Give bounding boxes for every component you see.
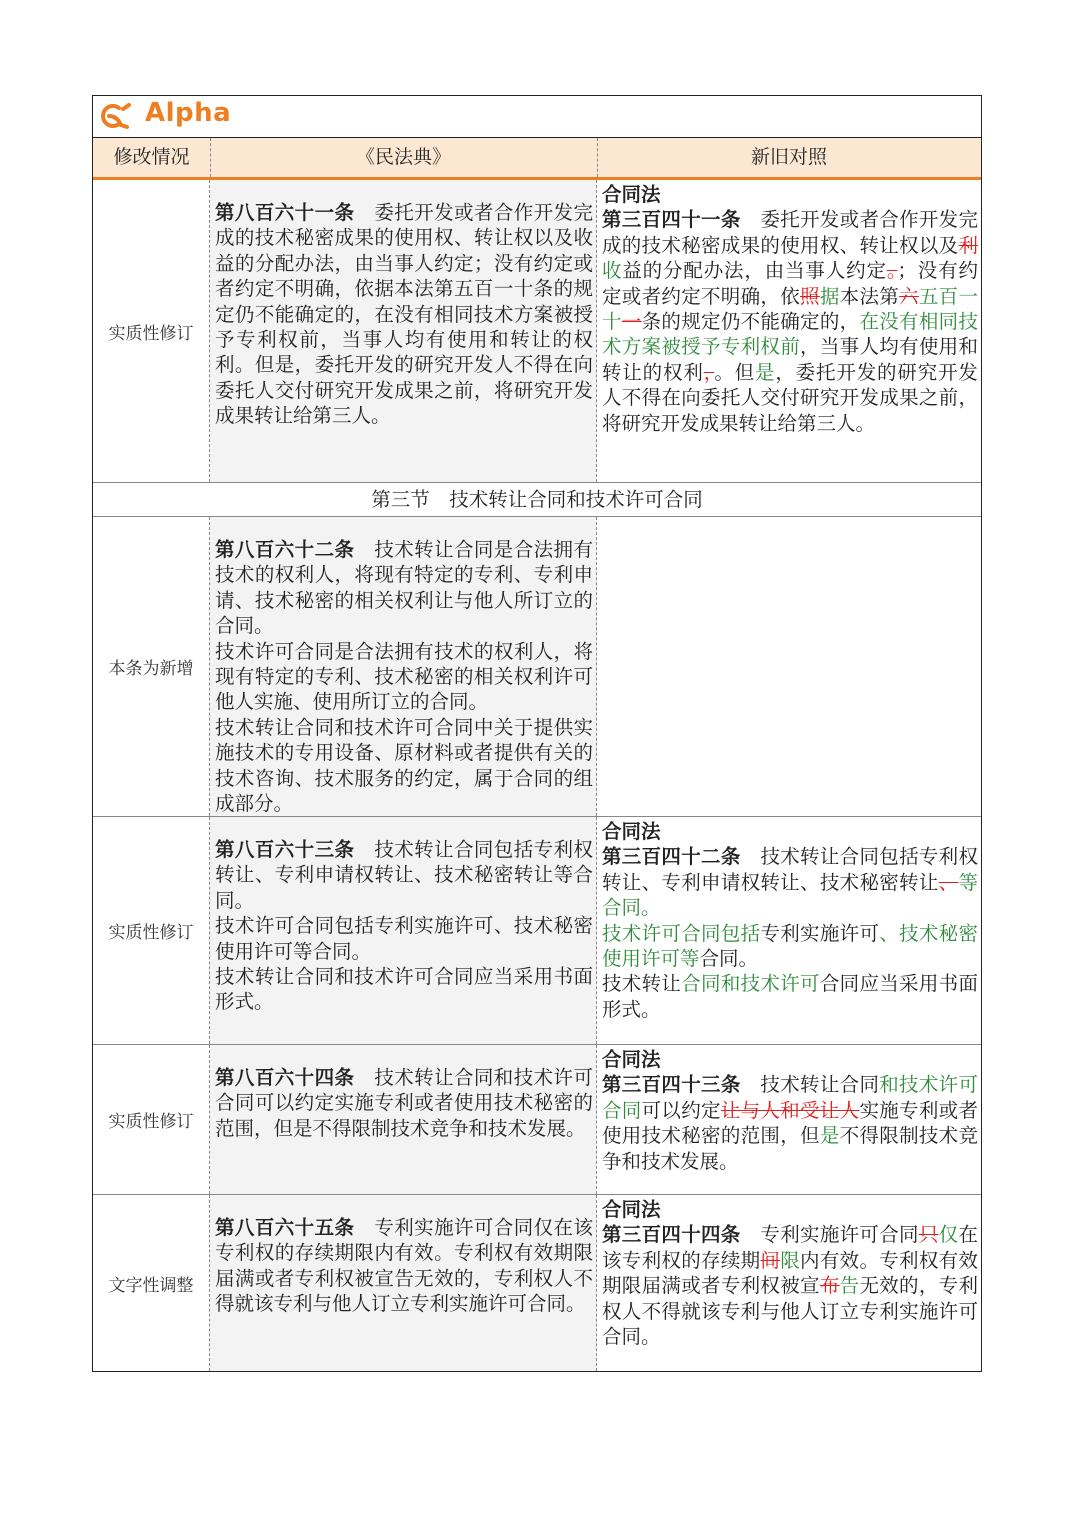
- article-text: 无效的，专利权人不得就该专利与他人订立专利实施许可合同。: [602, 1274, 978, 1349]
- article-paragraph: [215, 1065, 593, 1141]
- article-text: 技术转让: [602, 972, 682, 996]
- source-law: 合同法: [602, 1048, 661, 1071]
- comparison-cell: [597, 517, 981, 816]
- article-paragraph: [215, 639, 593, 715]
- article-text: 技术转让合同是合法拥有技术的权利人，将现有特定的专利、专利申请、技术秘密的相关权利让与他人所订立的合同。: [215, 538, 593, 638]
- article-text: ；: [897, 259, 917, 283]
- added-text: 是: [755, 360, 776, 384]
- added-text: 收: [602, 259, 623, 283]
- article-text: 没有约定或者约定不明确，依: [602, 259, 978, 308]
- article-text: 技术转让合同包括专利权转让、专利申请权转让、技术秘密转让: [602, 845, 978, 894]
- header-civil-code: 《民法典》: [210, 138, 598, 177]
- alpha-logo-icon: [99, 101, 133, 131]
- article-text: 委托开发或者合作开发完成的技术秘密成果的使用权、转让权以及: [602, 208, 978, 257]
- deleted-text: ，: [703, 360, 715, 384]
- article-text: 本法第: [839, 284, 900, 308]
- article-text: 条的规定仍不能确定的，: [641, 310, 860, 334]
- article-number: 第八百六十三条: [215, 838, 355, 861]
- status-cell: 文字性调整: [93, 1195, 210, 1371]
- added-text: 限: [780, 1248, 801, 1272]
- article-paragraph: [602, 207, 978, 436]
- brand-name: Alpha: [145, 98, 232, 128]
- status-cell: 实质性修订: [93, 1045, 210, 1194]
- comparison-cell: [597, 817, 981, 1044]
- added-text: 技术许可合同包括: [602, 921, 761, 945]
- article-paragraph: [215, 715, 593, 816]
- article-text: 专利实施许可合同: [740, 1223, 919, 1247]
- article-text: 合同应当采用书面形式。: [602, 972, 978, 1021]
- civil-code-cell: [210, 517, 597, 816]
- article-paragraph: [215, 200, 593, 429]
- table-row: [93, 1045, 981, 1195]
- article-paragraph: [602, 1072, 978, 1174]
- comparison-cell: [597, 1045, 981, 1194]
- deleted-text: 六: [899, 284, 919, 308]
- article-paragraph: [602, 844, 978, 920]
- added-text: 是: [819, 1124, 840, 1148]
- source-law: 合同法: [602, 183, 661, 206]
- comparison-cell: [597, 1195, 981, 1371]
- civil-code-cell: [210, 817, 597, 1044]
- added-text: 合同和技术许可: [681, 972, 820, 996]
- article-paragraph: [602, 1222, 978, 1349]
- deleted-text: 布: [819, 1274, 840, 1298]
- status-cell: 实质性修订: [93, 817, 210, 1044]
- section-title: 第三节 技术转让合同和技术许可合同: [93, 483, 981, 517]
- article-number: 第八百六十五条: [215, 1216, 355, 1239]
- added-text: 等合同。: [602, 870, 978, 920]
- table-row: [93, 180, 981, 483]
- article-text: 在该专利权的存续期: [602, 1223, 978, 1272]
- added-text: 五百一十: [602, 284, 978, 334]
- deleted-text: 利: [958, 233, 978, 257]
- civil-code-cell: [210, 1195, 597, 1371]
- article-text: 技术转让合同: [740, 1073, 880, 1097]
- article-text: 内有效。专利权有效期限届满或者专利权被宣: [602, 1248, 978, 1298]
- article-text: 实施专利或者使用技术秘密的范围，但: [602, 1098, 978, 1148]
- table-header: [93, 138, 981, 180]
- source-law: 合同法: [602, 820, 661, 843]
- article-number: 第三百四十四条: [602, 1223, 741, 1247]
- article-paragraph: [215, 1215, 593, 1317]
- table-row: [93, 517, 981, 817]
- civil-code-cell: [210, 180, 597, 482]
- article-paragraph: [602, 921, 978, 972]
- article-number: 第八百六十四条: [215, 1066, 355, 1089]
- article-text: ，当事人均有使用和转让的权利: [602, 335, 978, 384]
- deleted-text: 让与人和受让人: [720, 1098, 860, 1122]
- article-number: 第八百六十二条: [215, 538, 355, 561]
- header-comparison: 新旧对照: [750, 146, 827, 168]
- article-text: 合同。: [699, 947, 759, 971]
- article-paragraph: [602, 971, 978, 1022]
- article-text: 可以约定: [641, 1098, 721, 1122]
- article-text: ，委托开发的研究开发人不得在向委托人交付研究开发成果之前，将研究开发成果转让给第三人。: [602, 360, 978, 435]
- added-text: 告: [839, 1274, 860, 1298]
- status-cell: 本条为新增: [93, 517, 210, 816]
- deleted-text: 只: [918, 1223, 939, 1247]
- added-text: 和技术许可合同: [602, 1073, 978, 1122]
- article-paragraph: [215, 537, 593, 639]
- article-number: 第三百四十三条: [602, 1073, 741, 1097]
- comparison-cell: [597, 180, 981, 482]
- article-paragraph: [215, 913, 593, 964]
- table-row: [93, 817, 981, 1045]
- deleted-text: 一: [621, 310, 642, 334]
- logo-row: [93, 96, 981, 138]
- civil-code-cell: [210, 1045, 597, 1194]
- header-status: 修改情况: [93, 138, 211, 177]
- added-text: 、技术秘密使用许可等: [602, 921, 978, 971]
- article-text: 。但: [714, 360, 755, 384]
- status-cell: 实质性修订: [93, 180, 210, 482]
- article-paragraph: [215, 837, 593, 913]
- comparison-table: [92, 95, 982, 1372]
- article-number: 第八百六十一条: [215, 201, 355, 224]
- article-number: 第三百四十二条: [602, 845, 741, 869]
- added-text: 据: [819, 284, 840, 308]
- added-text: 在没有相同技术方案被授予专利权前: [602, 310, 978, 359]
- article-text: 技术许可合同包括专利实施许可、技术秘密使用许可等合同。: [215, 914, 593, 963]
- article-number: 第三百四十一条: [602, 208, 741, 232]
- deleted-text: 、: [938, 870, 959, 894]
- article-text: 技术转让合同包括专利权转让、专利申请权转让、技术秘密转让等合同。: [215, 838, 593, 912]
- article-text: 专利实施许可: [760, 921, 880, 945]
- deleted-text: 照: [800, 284, 820, 308]
- article-text: 技术转让合同和技术许可合同应当采用书面形式。: [215, 965, 593, 1014]
- source-law: 合同法: [602, 1198, 661, 1221]
- added-text: 仅: [938, 1223, 959, 1247]
- article-text: 技术转让合同和技术许可合同中关于提供实施技术的专用设备、原材料或者提供有关的技术咨询、技术服务的约定，属于合同的组成部分。: [215, 715, 593, 816]
- article-paragraph: [215, 964, 593, 1015]
- article-text: 技术许可合同是合法拥有技术的权利人，将现有特定的专利、技术秘密的相关权利许可他人实施、使用所订立的合同。: [215, 639, 593, 714]
- table-row: [93, 1195, 981, 1371]
- article-text: 益的分配办法，由当事人约定: [622, 259, 887, 283]
- article-text: 委托开发或者合作开发完成的技术秘密成果的使用权、转让权以及收益的分配办法，由当事人约定；没有约定或者约定不明确，依据本法第五百一十条的规定仍不能确定的，在没有相同技术方案被授予专利权前，当事人均有使用和转让的权利。但是，委托开发的研究开发人不得在向委托人交付研究开发成果之前，将研究开发成果转让给第三人。: [215, 201, 593, 428]
- article-text: 专利实施许可合同仅在该专利权的存续期限内有效。专利权有效期限届满或者专利权被宣告无效的，专利权人不得就该专利与他人订立专利实施许可合同。: [215, 1216, 593, 1316]
- deleted-text: 。: [886, 259, 898, 283]
- deleted-text: 间: [760, 1248, 781, 1272]
- article-text: 技术转让合同和技术许可合同可以约定实施专利或者使用技术秘密的范围，但是不得限制技术竞争和技术发展。: [215, 1066, 593, 1140]
- article-text: 不得限制技术竞争和技术发展。: [602, 1124, 978, 1173]
